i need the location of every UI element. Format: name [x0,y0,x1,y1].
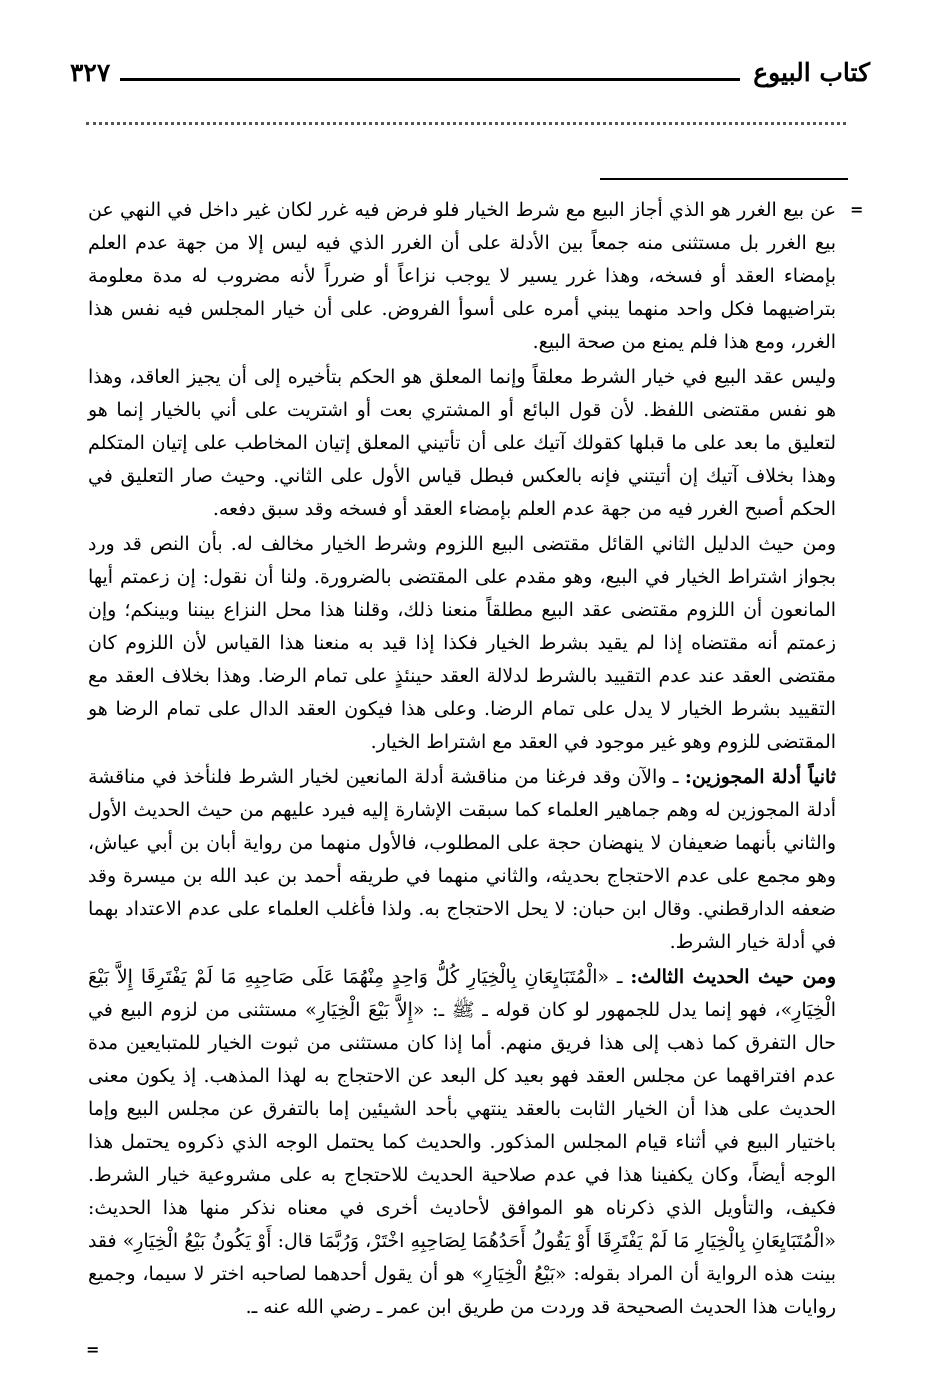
paragraph-text: ومن حيث الدليل الثاني القائل مقتضى البيع اللزوم وشرط الخيار مخالف له. بأن النص قد ورد بجواز اشتراط الخيار في البيع، وهو مقدم على المقتضى بالضرورة. ولنا أن نقول: إن زعمتم أيها المانعون أن اللزوم مقتضى عقد البيع مطلقاً منعنا ذلك، وقلنا هذا محل النزاع بيننا وبينكم؛ وإن زعمتم أنه مقتضاه إذا لم يقيد بشرط الخيار فكذا إذا قيد به منعنا هذا القياس لأن اللزوم كان مقتضى العقد عند عدم التقييد بالشرط لدلالة العقد حينئذٍ على تمام الرضا. وهذا بخلاف العقد مع التقييد بشرط الخيار لا يدل على تمام الرضا. وعلى هذا فيكون العقد الدال على تمام الرضا هو المقتضى للزوم وهو غير موجود في العقد مع اشتراط الخيار. [88,533,836,753]
dotted-separator [86,122,846,125]
paragraph-text: وليس عقد البيع في خيار الشرط معلقاً وإنما المعلق هو الحكم بتأخيره إلى أن يجيز العاقد، وهذا هو نفس مقتضى اللفظ. لأن قول البائع أو المشتري بعت أو اشتريت على أني بالخيار إنما هو لتعليق ما بعد على ما قبلها كقولك آتيك على أن تأتيني المعلق إتيان المخاطب على إتيان المتكلم وهذا بخلاف آتيك إن أتيتني فإنه بالعكس فبطل قياس الأول على الثاني. وحيث صار التعليق في الحكم أصبح الغرر فيه من جهة عدم العلم بإمضاء العقد أو فسخه وقد سبق دفعه. [88,366,836,520]
page-number: ٣٢٧ [70,58,111,87]
paragraph [88,961,836,1324]
paragraph-text: عن بيع الغرر هو الذي أجاز البيع مع شرط الخيار فلو فرض فيه غرر لكان غير داخل في النهي عن بيع الغرر بل مستثنى منه جمعاً بين الأدلة على أن الغرر الذي فيه ليس إلا من جهة عدم العلم بإمضاء العقد أو فسخه، وهذا غرر يسير لا يوجب نزاعاً أو ضرراً لأنه مضروب له مدة معلومة بتراضيهما فكل واحد منهما يبني أمره على أسوأ الفروض. على أن خيار المجلس فيه نفس هذا الغرر، ومع هذا فلم يمنع من صحة البيع. [88,199,836,353]
running-title: كتاب البيوع [753,58,870,87]
paragraph [88,528,836,759]
paragraph [88,761,836,959]
footnote-rule [600,178,848,180]
page-header [70,56,870,96]
paragraph-text: ـ «الْمُتَبَايِعَانِ بِالْخِيَارِ كُلُّ وَاحِدٍ مِنْهُمَا عَلَى صَاحِبِهِ مَا لَمْ يَفْتَرِقَا إِلاَّ بَيْعَ الْخِيَارِ»، فهو إنما يدل للجمهور لو كان قوله ـ ﷺ ـ: «إِلاَّ بَيْعَ الْخِيَارِ» مستثنى من لزوم البيع في حال التفرق كما ذهب إلى هذا فريق منهم. أما إذا كان مستثنى من ثبوت الخيار للمتبايعين مدة عدم افتراقهما عن مجلس العقد فهو بعيد كل البعد عن الاحتجاج به لهذا المذهب. إذ يكون معنى الحديث على هذا أن الخيار الثابت بالعقد ينتهي بأحد الشيئين إما بالتفرق عن مجلس البيع وإما باختيار البيع في أثناء قيام المجلس المذكور. والحديث كما يحتمل الوجه الذي ذكروه يحتمل هذا الوجه أيضاً، وكان يكفينا هذا في عدم صلاحية الحديث للاحتجاج به على مشروعية خيار الشرط. فكيف، والتأويل الذي ذكرناه هو الموافق لأحاديث أخرى في معناه نذكر منها هذا الحديث: «الْمُتَبَايِعَانِ بِالْخِيَارِ مَا لَمْ يَفْتَرِقَا أَوْ يَقُولُ أَحَدُهُمَا لِصَاحِبِهِ اخْتَرْ، وَرُبَّمَا قال: أَوْ يَكُونُ بَيْعُ الْخِيَارِ» فقد بينت هذه الرواية أن المراد بقوله: «بَيْعُ الْخِيَارِ» هو أن يقول أحدهما لصاحبه اختر لا سيما، وجميع روايات هذا الحديث الصحيحة قد وردت من طريق ابن عمر ـ رضي الله عنه ـ. [88,966,836,1318]
header-rule [120,78,740,81]
paragraph-text: ـ والآن وقد فرغنا من مناقشة أدلة المانعين لخيار الشرط فلنأخذ في مناقشة أدلة المجوزين له وهم جماهير العلماء كما سبقت الإشارة إليه فيرد عليهم من حيث الحديث الأول والثاني بأنهما ضعيفان لا ينهضان حجة على المطلوب، فالأول منهما من رواية أبان بن أبي عياش، وهو مجمع على عدم الاحتجاج بحديثه، والثاني منهما في طريقه أحمد بن عبد الله بن ميسرة وقد ضعفه الدارقطني. وقال ابن حبان: لا يحل الاحتجاج به. ولذا فأغلب العلماء على عدم الاعتداد بهما في أدلة خيار الشرط. [88,766,836,953]
continuation-marker-bottom: = [86,1340,100,1359]
paragraph-heading: ومن حيث الحديث الثالث: [630,966,836,988]
footnote-body [88,194,836,1326]
paragraph-heading: ثانياً أدلة المجوزين: [684,766,836,788]
continuation-marker-top: = [850,200,864,219]
paragraph [88,361,836,526]
paragraph [88,194,836,359]
